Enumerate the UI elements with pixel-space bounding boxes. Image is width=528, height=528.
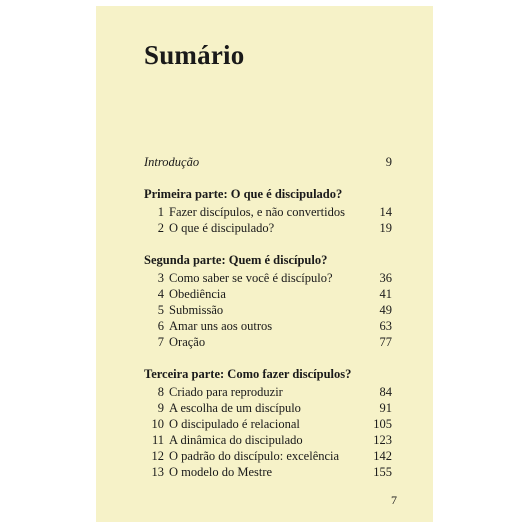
toc-entry-number: 4 bbox=[157, 287, 164, 301]
toc-part-1 bbox=[144, 186, 392, 236]
toc-entry-page: 155 bbox=[373, 465, 392, 479]
toc-entry-page: 123 bbox=[373, 433, 392, 447]
toc-entry bbox=[144, 416, 392, 432]
toc-entry-page: 77 bbox=[379, 335, 392, 349]
toc-intro-entry bbox=[144, 154, 392, 170]
toc-part-title: Segunda parte: Quem é discípulo? bbox=[144, 253, 328, 267]
toc-entry-label: Fazer discípulos, e não convertidos bbox=[169, 205, 345, 219]
page-number: 7 bbox=[391, 493, 397, 507]
toc-entry-number: 13 bbox=[151, 465, 164, 479]
toc-entry-label: Como saber se você é discípulo? bbox=[169, 271, 333, 285]
toc-entry-number: 10 bbox=[151, 417, 164, 431]
toc-entry-number: 7 bbox=[157, 335, 164, 349]
toc-entry-number: 2 bbox=[157, 221, 164, 235]
toc-entry bbox=[144, 448, 392, 464]
toc-entry-page: 49 bbox=[379, 303, 392, 317]
toc-entry bbox=[144, 334, 392, 350]
toc-entry-page: 14 bbox=[379, 205, 392, 219]
toc-entry-page: 19 bbox=[379, 221, 392, 235]
toc-entry-number: 9 bbox=[157, 401, 164, 415]
toc-intro-label: Introdução bbox=[144, 155, 200, 169]
toc-entry-page: 41 bbox=[379, 287, 392, 301]
toc-intro-page: 9 bbox=[385, 155, 392, 169]
toc-entry-number: 6 bbox=[157, 319, 164, 333]
toc-entry-label: A escolha de um discípulo bbox=[169, 401, 301, 415]
page-title: Sumário bbox=[144, 40, 245, 70]
toc-part-title: Terceira parte: Como fazer discípulos? bbox=[144, 367, 352, 381]
toc-entry bbox=[144, 270, 392, 286]
toc-entry-label: Amar uns aos outros bbox=[169, 319, 273, 333]
toc-entry-label: O padrão do discípulo: excelência bbox=[169, 449, 340, 463]
toc-entry bbox=[144, 204, 392, 220]
toc-entry-number: 11 bbox=[151, 433, 164, 447]
toc-entry-label: Criado para reproduzir bbox=[169, 385, 283, 399]
toc-entry-page: 142 bbox=[373, 449, 392, 463]
toc-entry-page: 91 bbox=[379, 401, 392, 415]
toc-entry-number: 1 bbox=[157, 205, 164, 219]
toc-entry-page: 63 bbox=[379, 319, 392, 333]
toc-entry bbox=[144, 384, 392, 400]
toc-entry-number: 5 bbox=[157, 303, 164, 317]
toc-entry-label: O discipulado é relacional bbox=[169, 417, 300, 431]
toc-entry-label: Oração bbox=[169, 335, 206, 349]
toc-entry bbox=[144, 220, 392, 236]
toc-entry-label: A dinâmica do discipulado bbox=[169, 433, 303, 447]
toc-entry bbox=[144, 432, 392, 448]
toc-part-3 bbox=[144, 366, 392, 480]
toc-entry-label: O que é discipulado? bbox=[169, 221, 275, 235]
toc-entry-page: 36 bbox=[379, 271, 392, 285]
table-of-contents bbox=[144, 154, 392, 480]
toc-entry-label: Submissão bbox=[169, 303, 224, 317]
toc-entry-label: Obediência bbox=[169, 287, 226, 301]
toc-part-title: Primeira parte: O que é discipulado? bbox=[144, 187, 343, 201]
toc-entry-number: 3 bbox=[157, 271, 164, 285]
toc-entry bbox=[144, 400, 392, 416]
toc-entry-number: 12 bbox=[151, 449, 164, 463]
toc-entry bbox=[144, 302, 392, 318]
book-page bbox=[96, 6, 433, 522]
toc-entry-label: O modelo do Mestre bbox=[169, 465, 273, 479]
toc-entry bbox=[144, 286, 392, 302]
toc-entry bbox=[144, 464, 392, 480]
toc-entry bbox=[144, 318, 392, 334]
toc-part-2 bbox=[144, 252, 392, 350]
toc-entry-page: 105 bbox=[373, 417, 392, 431]
toc-entry-number: 8 bbox=[157, 385, 164, 399]
toc-entry-page: 84 bbox=[379, 385, 392, 399]
